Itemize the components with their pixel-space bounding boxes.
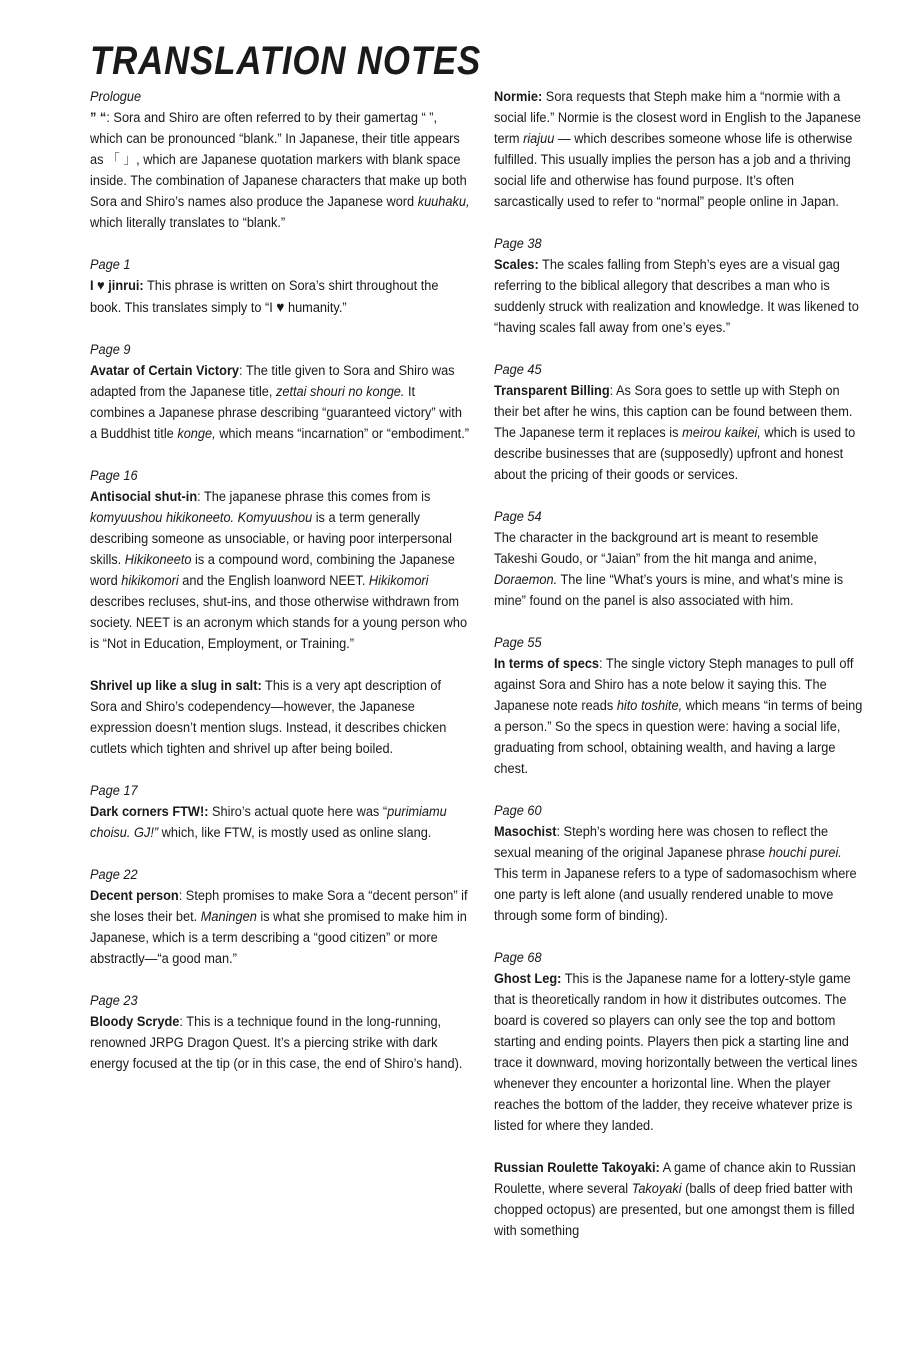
note-page-22: Page 22 Decent person: Steph promises to make Sora a “decent person” if she loses their bet. Maningen is what she promised to make him in Japanese, which is a term describing a “good citizen” or more abstractly—“a good man.” (90, 865, 470, 970)
page-label: Page 45 (494, 362, 542, 378)
note-term: Masochist (494, 824, 557, 840)
note-normie: Normie: Sora requests that Steph make him a “normie with a social life.” Normie is the closest word in English to the Japanese term riajuu — which describes someone whose life is otherwise fulfilled. This usually implies the person has a job and a thriving social life and otherwise has found purpose. It’s often sarcastically used to refer to “normal” people online in Japan. (494, 89, 861, 210)
note-term: I ♥ jinrui: (90, 278, 144, 294)
note-term: Normie: (494, 89, 543, 105)
page-label: Page 17 (90, 783, 138, 799)
note-shrivel: Shrivel up like a slug in salt: This is a very apt description of Sora and Shiro’s codependency—however, the Japanese expression doesn’t mention slugs. Instead, it describes chicken cutlets which tighten and shrivel up after being boiled. (90, 678, 447, 757)
note-term: Avatar of Certain Victory (90, 363, 240, 379)
note-term: Shrivel up like a slug in salt: (90, 678, 262, 694)
note-page-55: Page 55 In terms of specs: The single victory Steph manages to pull off against Sora and Shiro has a note below it saying this. The Japanese note reads hito toshite, which means “in terms of being a person.” So the specs in question were: having a social life, graduating from school, obtaining wealth, and having a large chest. (494, 635, 863, 777)
note-page-17: Page 17 Dark corners FTW!: Shiro’s actual quote here was “purimiamu choisu. GJ!” which, like FTW, is mostly used as online slang. (90, 781, 470, 844)
page-label: Page 38 (494, 236, 542, 252)
page-label: Page 54 (494, 509, 542, 525)
page-label: Prologue (90, 89, 142, 105)
heart-icon: ♥ (276, 299, 285, 316)
note-page-23: Page 23 Bloody Scryde: This is a technique found in the long-running, renowned JRPG Dragon Quest. It’s a piercing strike with dark energy focused at the tip (or in this case, the end of Shiro’s hand). (90, 991, 470, 1075)
page-label: Page 68 (494, 950, 542, 966)
note-page-1: Page 1 I ♥ jinrui: This phrase is written on Sora’s shirt throughout the book. This translates simply to “I ♥ humanity.” (90, 255, 470, 319)
note-page-60: Page 60 Masochist: Steph’s wording here was chosen to reflect the sexual meaning of the original Japanese phrase houchi purei. This term in Japanese refers to a type of sadomasochism where one party is left alone (and usually rendered unable to move through some form of binding). (494, 801, 864, 927)
note-prologue: Prologue ” “: Sora and Shiro are often referred to by their gamertag “ ”, which can be pronounced “blank.” In Japanese, their title appears as 「 」, which are Japanese quotation markers with blank space inside. The combination of Japanese characters that make up both Sora and Shiro’s names also produce the Japanese word kuuhaku, which literally translates to “blank.” (90, 89, 470, 231)
note-page-45: Page 45 Transparent Billing: As Sora goes to settle up with Steph on their bet after he wins, this caption can be found between them. The Japanese term it replaces is meirou kaikei, which is used to describe businesses that are (supposedly) upfront and honest about the pricing of their goods or services. (494, 360, 864, 486)
note-term: Dark corners FTW!: (90, 804, 209, 820)
page-label: Page 60 (494, 803, 542, 819)
note-term: Transparent Billing (494, 383, 610, 399)
page-label: Page 16 (90, 468, 138, 484)
note-term: ” “ (90, 110, 107, 126)
note-term: Scales: (494, 257, 539, 273)
page-label: Page 22 (90, 867, 138, 883)
page-label: Page 1 (90, 257, 131, 273)
note-page-38: Page 38 Scales: The scales falling from Steph’s eyes are a visual gag referring to the biblical allegory that describes a man who is suddenly struck with realization and knowledge. It was likened to “having scales fall away from one’s eyes.” (494, 234, 864, 339)
note-page-16: Page 16 Antisocial shut-in: The japanese phrase this comes from is komyuushou hikikoneeto. Komyuushou is a term generally describing someone as unsociable, or having poor interpersonal skills. Hikikoneeto is a compound word, combining the Japanese word hikikomori and the English loanword NEET. Hikikomori describes recluses, shut-ins, and those otherwise withdrawn from society. NEET is an acronym which stands for a young person who is “Not in Education, Employment, or Training.” (90, 466, 470, 655)
note-page-54: Page 54 The character in the background art is meant to resemble Takeshi Goudo, or “Jaian” from the hit manga and anime, Doraemon. The line “What’s yours is mine, and what’s mine is mine” found on the panel is also associated with him. (494, 507, 864, 612)
note-term: Decent person (90, 888, 179, 904)
note-russian-roulette: Russian Roulette Takoyaki: A game of chance akin to Russian Roulette, where several Takoyaki (balls of deep fried batter with chopped octopus) are presented, but one amongst them is filled with something (494, 1160, 856, 1239)
note-term: In terms of specs (494, 656, 600, 672)
page-title: TRANSLATION NOTES (90, 39, 482, 83)
note-term: Antisocial shut-in (90, 489, 198, 505)
page-label: Page 23 (90, 993, 138, 1009)
note-term: Ghost Leg: (494, 971, 562, 987)
note-page-68: Page 68 Ghost Leg: This is the Japanese name for a lottery-style game that is theoretically random in how it distributes outcomes. The board is covered so players can only see the top and bottom starting and ending points. Players then pick a starting line and trace it downward, moving horizontally between the vertical lines whenever they encounter a horizontal line. When the player reaches the bottom of the ladder, they receive whatever prize is listed for where they landed. (494, 948, 864, 1137)
right-column (494, 87, 864, 1263)
page-label: Page 55 (494, 635, 542, 651)
page-label: Page 9 (90, 342, 131, 358)
note-page-9: Page 9 Avatar of Certain Victory: The title given to Sora and Shiro was adapted from the Japanese title, zettai shouri no konge. It combines a Japanese phrase describing “guaranteed victory” with a Buddhist title konge, which means “incarnation” or “embodiment.” (90, 342, 470, 442)
note-term: Russian Roulette Takoyaki: (494, 1160, 660, 1176)
left-column (90, 87, 470, 1096)
note-term: Bloody Scryde (90, 1014, 180, 1030)
